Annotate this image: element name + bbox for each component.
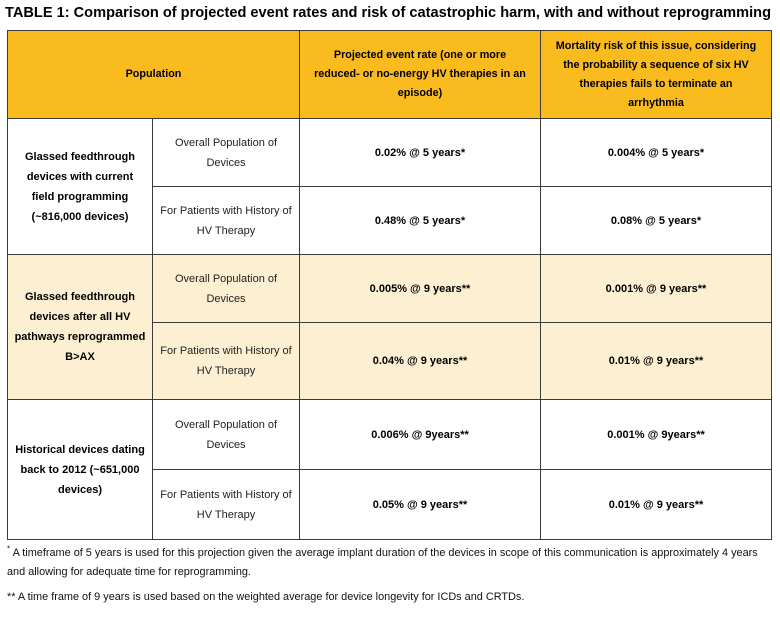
group-label-historical: Historical devices dating back to 2012 (~651,000 devices)	[8, 400, 153, 540]
subgroup-cell: Overall Population of Devices	[153, 400, 300, 470]
footnote-1	[7, 544, 777, 582]
table-title: TABLE 1: Comparison of projected event rates and risk of catastrophic harm, with and without reprogramming	[5, 5, 772, 21]
group-label-current: Glassed feedthrough devices with current field programming (~816,000 devices)	[8, 119, 153, 255]
mortality-cell: 0.001% @ 9 years**	[541, 255, 772, 323]
group-label-reprogrammed: Glassed feedthrough devices after all HV pathways reprogrammed B>AX	[8, 255, 153, 400]
event-rate-cell: 0.48% @ 5 years*	[300, 187, 541, 255]
footnote-1-mark: *	[7, 544, 11, 554]
subgroup-cell: For Patients with History of HV Therapy	[153, 323, 300, 400]
header-population: Population	[8, 31, 300, 119]
mortality-cell: 0.08% @ 5 years*	[541, 187, 772, 255]
comparison-table	[7, 30, 772, 540]
event-rate-cell: 0.005% @ 9 years**	[300, 255, 541, 323]
mortality-cell: 0.01% @ 9 years**	[541, 470, 772, 540]
table-row	[8, 400, 772, 470]
header-event-rate: Projected event rate (one or more reduced- or no-energy HV therapies in an episode)	[300, 31, 541, 119]
event-rate-cell: 0.05% @ 9 years**	[300, 470, 541, 540]
table-row	[8, 119, 772, 187]
header-row	[8, 31, 772, 119]
header-mortality: Mortality risk of this issue, considering the probability a sequence of six HV therapies fails to terminate an arrhythmia	[541, 31, 772, 119]
event-rate-cell: 0.006% @ 9years**	[300, 400, 541, 470]
footnotes	[7, 544, 777, 607]
subgroup-cell: For Patients with History of HV Therapy	[153, 187, 300, 255]
footnote-1-text: A timeframe of 5 years is used for this projection given the average implant duration of the devices in scope of this communication is approximately 4 years and allowing for adequate time for reprogramming.	[7, 547, 758, 578]
subgroup-cell: Overall Population of Devices	[153, 255, 300, 323]
mortality-cell: 0.004% @ 5 years*	[541, 119, 772, 187]
footnote-2: ** A time frame of 9 years is used based on the weighted average for device longevity for ICDs and CRTDs.	[7, 591, 525, 603]
subgroup-cell: For Patients with History of HV Therapy	[153, 470, 300, 540]
table-row	[8, 255, 772, 323]
subgroup-cell: Overall Population of Devices	[153, 119, 300, 187]
event-rate-cell: 0.02% @ 5 years*	[300, 119, 541, 187]
mortality-cell: 0.01% @ 9 years**	[541, 323, 772, 400]
event-rate-cell: 0.04% @ 9 years**	[300, 323, 541, 400]
mortality-cell: 0.001% @ 9years**	[541, 400, 772, 470]
